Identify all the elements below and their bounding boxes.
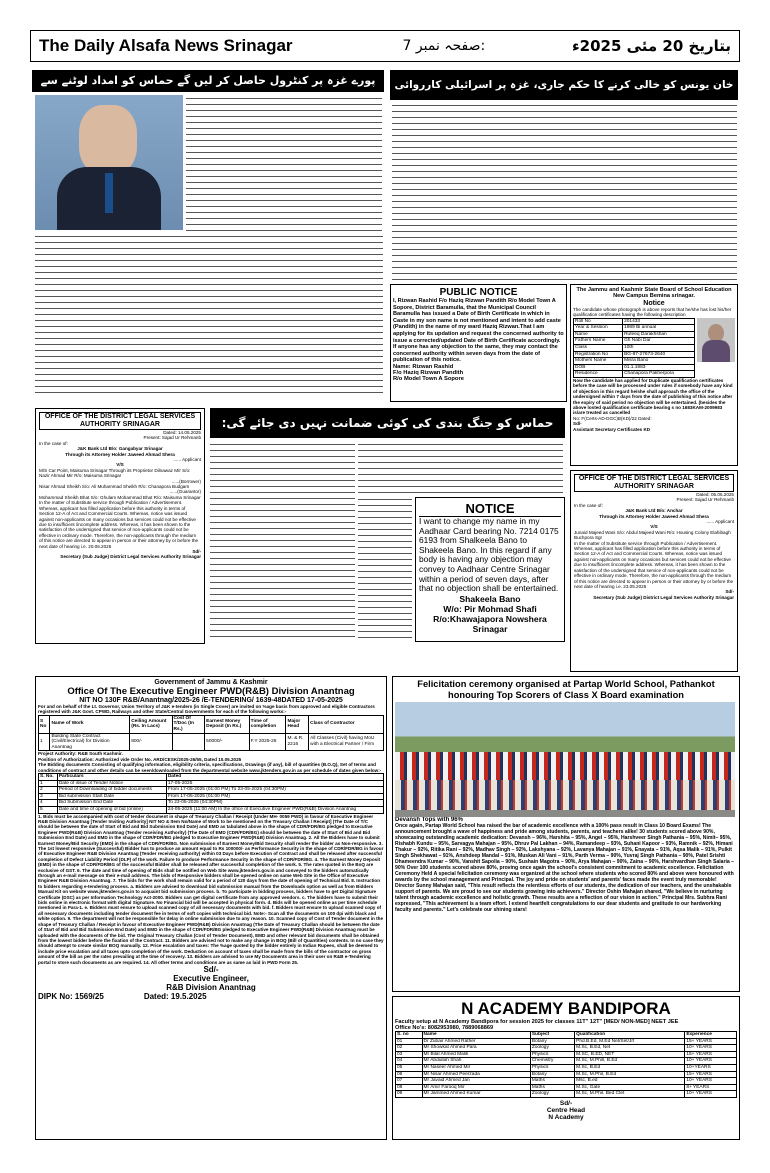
table-row <box>39 806 384 813</box>
urdu-headline-1: پورے غزہ پر کنٹرول حاصل کر لیں گے حماس کو امداد لوٹنے سے بنیتن <box>32 70 384 92</box>
field-label: Fathers Name <box>574 338 623 345</box>
jk-board-sig: Sd/- <box>573 421 582 427</box>
candidate-photo <box>697 318 735 362</box>
table-cell: Zoology <box>530 1091 574 1098</box>
field-value: Chanapora Pakherpora <box>623 371 695 378</box>
field-label: Roll No <box>574 318 623 325</box>
table-row <box>39 780 384 787</box>
dlsa-2-dated: Dated: 05.05.2025 <box>696 492 734 497</box>
table-cell: M. & R. 2216 <box>286 733 309 751</box>
dlsa-2-title: OFFICE OF THE DISTRICT LEGAL SERVICES AUTHORITY SRINAGAR <box>574 474 734 492</box>
urdu-text-block <box>392 103 737 281</box>
tender-sig: Sd/- <box>203 964 219 974</box>
field-label: Class <box>574 345 623 352</box>
table-cell: Msc, B.ed <box>575 1078 685 1085</box>
table-cell: Date of issue of Tender Notice <box>57 780 166 787</box>
issue-date: بتاریخ 20 مئی 2025ء <box>571 37 731 55</box>
name-change-name: Shakeela Bano <box>459 593 521 604</box>
table-row <box>396 1064 737 1071</box>
table-cell: 04 <box>396 1058 423 1065</box>
tender-notice <box>35 676 387 1140</box>
netanyahu-photo <box>35 95 183 230</box>
dlsa-1-dated: Dated: 14.05.2025 <box>163 430 201 435</box>
felicitation-body: Once again, Partap World School has raised the bar of academic excellence with a 100% pass result in Class 10 Board Exams! The announcement brought a wave of happiness and pride among students, parents, and teachers alike! 30 students scored above 90%, showcasing outstanding academic dedication: Devansh – 96%, Harshita – 95%, Angel – 95%, Harshveer Singh Pathania – 95%, Nimit– 95%, Rishabh Kundu – 95%, Sarvagya Mahajan – 95%, Dhruv Pal Lakhan – 94%, Ramandeep – 93%, Suhani Kapoor – 93%, Ramnik – 92%, Himani Thakur – 92%, Ritika Rani – 92%, Madhav Singh – 92%, Lakshyana – 92%, Lavanya Mahajan – 91%, Enayata – 91%, Aqsa Malik – 91%, Pulkit Singh Shekhawat – 91%, Anshdeep Mandal – 91%, Muskan Ali Vani – 91%, Parth Verma – 90%, Yuvraj Singh Pathania – 90%, Patel Srishti Dhameendra Kumar – 90%, Vanshit Sapolia – 90%, Sushain Magotra – 90%, Arya Mahajan – 90%, Zaina – 90%, Harshvardhan Singh Salaria – 90% Over 100 students scored above 80%, proving once again the school's consistent commitment to academic excellence. Felicitation Ceremony Held A special felicitation ceremony was organized at the school where students who scored 80% and above were honoured with awards by the school management and Principal. The joy and pride on students' and parents' faces made the event truly memorable! Director Sunny Mahajan said, "This result reflects the relentless efforts of our students, the dedication of our teachers, and the unshakable support of parents. We are proud to see our students growing into achievers." Director Oshin Mahajan shared, "We believe in nurturing talent through academic excellence and holistic growth. These results are a reflection of our vision in action." Principal Mrs. Subhra Rani expressed, "This achievement is a team effort. I extend heartfelt congratulations to our dear students and gratitude to our hardworking faculty and parents." Let's celebrate our shining stars! <box>395 823 734 913</box>
felicitation-article <box>392 676 740 992</box>
dlsa-1-party-1: M/S Car Point, Maisuma Srinagar Through its Proprietor Dilnawaz M/r S/o: Nazir Ahmad Mir R/o: Maisuma Srinagar <box>39 467 191 479</box>
field-value: BG-87-27673-2640 <box>623 351 695 358</box>
table-cell: 800/- <box>130 733 172 751</box>
table-row <box>574 331 695 338</box>
column-header: Experience <box>685 1032 737 1039</box>
tender-bidding: The Bidding documents Consisting of qualifying information, eligibility criteria, specifications, Drawings (if any), bill of quantities (B.O.Q), Set of terms and conditions of contract and other details can be seen/downloaded from the departmental website www.jktenders.gov.in as per schedule of dates given below:- <box>38 762 382 773</box>
table-row <box>574 345 695 352</box>
table-cell: 01 <box>396 1038 423 1045</box>
public-notice-title: PUBLIC NOTICE <box>439 287 518 298</box>
dlsa-1-bank: J&K Bank Ltd B/o: Gangabyar Srinagar <box>77 446 163 452</box>
dlsa-notice-2 <box>570 470 738 672</box>
field-label: Name <box>574 331 623 338</box>
field-value: Gh Nabi Dar <box>623 338 695 345</box>
table-row <box>574 351 695 358</box>
table-cell: 3 <box>39 793 58 800</box>
table-cell: 17-05-2025 <box>166 780 383 787</box>
dlsa-1-sig: Sd/- <box>192 548 201 554</box>
dlsa-1-applicant: ...... Applicant <box>173 457 201 463</box>
table-cell: Building State Contract (Civil/Electrical) for Division Anantnag <box>50 733 130 751</box>
academy-title: N ACADEMY BANDIPORA <box>461 999 671 1018</box>
public-notice-ro: R/o Model Town A Sopore <box>393 375 464 382</box>
urdu-headline-3: حماس کو جنگ بندی کی کوئی ضمانت نہیں دی جائے گی: <box>210 408 565 438</box>
table-cell: 8+ YEARS <box>685 1084 737 1091</box>
dlsa-1-title: OFFICE OF THE DISTRICT LEGAL SERVICES AUTHORITY SRINAGAR <box>39 412 201 430</box>
table-cell: M.Sc, M.Phil. Bed Ctet <box>575 1091 685 1098</box>
table-cell: 10+ YEARS <box>685 1045 737 1052</box>
table-cell: Mr Jammed Ahmed Kumar <box>422 1091 530 1098</box>
table-row <box>39 800 384 807</box>
dlsa-2-through: Through its Attorney Holder Jaweed Ahmad Shera <box>599 513 709 519</box>
academy-faculty-table <box>395 1031 737 1098</box>
jk-board-notice <box>570 284 738 466</box>
table-row <box>396 1091 737 1098</box>
table-cell: Physics <box>530 1064 574 1071</box>
dlsa-1-party-2-role: ......(Guarantor) <box>169 489 201 495</box>
table-cell: 10+ YEARS <box>685 1058 737 1065</box>
dlsa-2-desig: Secretary (Sub Judge) District Legal Services Authority Srinagar <box>593 594 734 600</box>
field-label: Residence <box>574 371 623 378</box>
tender-gov: Government of Jammu & Kashmir <box>154 679 268 686</box>
table-cell: 08 <box>396 1084 423 1091</box>
table-cell: 1 <box>39 780 58 787</box>
table-cell: Zoology <box>530 1045 574 1052</box>
tender-position: Position of Authorization: Authorized vide Order No. ARD/CESK/2025-26/55, Dated 10.05.2025 <box>38 756 242 762</box>
tender-desig-2: R&B Division Anantnag <box>166 982 256 992</box>
table-cell: 24-05-2025 (11:00 AM) In the office of Executive Engineer PWD(R&B) Division Anantnag <box>166 806 383 813</box>
table-cell: Dr Zubair Ahmed Rather <box>422 1038 530 1045</box>
column-header: Name of Work <box>50 715 130 733</box>
field-label: DOB <box>574 364 623 371</box>
table-row <box>396 1051 737 1058</box>
column-header: S. No. <box>39 774 58 781</box>
dlsa-1-vs: V/S <box>116 462 124 468</box>
urdu-text-block <box>35 234 383 396</box>
dlsa-1-body: In the matter of Substitute service through Publication / Advertisement. Whereas, applicant has filled application before this authority in terms of Section 12-A of Act and Commercial Courts. Whereas, notice was issued against non-applicants on many occasions but services could not be effective due to insufficient /incomplete address. Whereas, it has been shown to the satisfaction of the undersigned that service of non-applicants could not be effective in ordinary mode. Therefore, the non-applicants through the medium of this notice are directed to appear in person or their attorney by or before the next date of hearing i.e. 20.06.2025 <box>39 500 199 549</box>
table-cell: 10+ YEARS <box>685 1091 737 1098</box>
table-cell <box>172 733 205 751</box>
dlsa-1-party-3: Mohammad Sheikh Bhat S/o: Ghulam Mohammad Bhat R/o: Maisuma Srinagar <box>39 494 201 500</box>
academy-sig: Sd/- <box>559 1099 573 1107</box>
dlsa-2-vs: V/S <box>650 524 658 530</box>
dlsa-2-case: In the case of: <box>574 502 603 508</box>
table-cell: To 23-05-2025 (04:30PM) <box>166 800 383 807</box>
table-cell: 15+ YEARS <box>685 1051 737 1058</box>
table-cell: Chemistry <box>530 1058 574 1065</box>
table-cell: M.Sc, M.Phill, B.Ed <box>575 1058 685 1065</box>
column-header: Major Head <box>286 715 309 733</box>
column-header: S. no <box>396 1032 423 1039</box>
field-value: 01.1.1983 <box>623 364 695 371</box>
tender-dated: Dated: 19.5.2025 <box>143 991 207 1001</box>
dlsa-2-present: Present: Sajad Ur Rehmanb <box>676 497 734 503</box>
urdu-text-block <box>186 96 382 231</box>
table-cell: 02 <box>396 1045 423 1052</box>
field-value: Rufeeq Darakhshan <box>623 331 695 338</box>
tender-works-table <box>38 715 384 752</box>
urdu-text-block <box>358 442 563 494</box>
table-cell: F.Y 2025-26 <box>249 733 286 751</box>
jk-board-body: Now the candidate has applied for Duplicate qualification certificates before the case will be processed under rules if somebody have any kind of objection in this regard he/she shall approach the office of the undersigned within 7 days from the date of publishing of this notice after the expiry of said period no objection will be entertained. (besides the above losted qualification certificate bearing s no 1683KAM-2009983 is/are treated as cancelled <box>573 377 733 416</box>
tender-project: Project Authority: R&B South Kashmir. <box>38 751 123 757</box>
column-header: Ceiling Amount (Rs. In Lacs) <box>130 715 172 733</box>
table-cell: 06 <box>396 1071 423 1078</box>
table-cell: 07 <box>396 1078 423 1085</box>
jk-board-notice-heading: Notice <box>643 299 665 307</box>
table-row <box>574 318 695 325</box>
table-row <box>574 338 695 345</box>
table-row <box>396 1078 737 1085</box>
field-value: 10th <box>623 345 695 352</box>
table-cell: 50000/- <box>205 733 250 751</box>
urdu-text-block <box>210 442 355 642</box>
tender-desig-1: Executive Engineer, <box>173 973 249 983</box>
name-change-wo: W/o: Pir Mohmad Shafi <box>443 603 537 614</box>
academy-intro: Faculty setup at N Academy Bandipora for session 2025 for classes 11T" 12T" [MED/ NON-MED] NEET JEE <box>395 1019 679 1025</box>
table-row <box>574 371 695 378</box>
dlsa-1-case: In the case of: <box>39 440 68 446</box>
table-row <box>39 733 384 751</box>
table-cell: 10+ YEARS <box>685 1078 737 1085</box>
urdu-headline-2: خان یونس کو خالی کرنے کا حکم جاری، غزہ پر اسرائیلی کارروائی <box>390 70 738 100</box>
column-header: Dated <box>166 774 383 781</box>
table-cell: M.Sc, B.Ed, Net <box>575 1045 685 1052</box>
field-label: Year & Session <box>574 325 623 332</box>
academy-desig-1: Centre Head <box>546 1106 586 1114</box>
name-change-ro: R/o:Khawajapora Nowshera Srinagar <box>433 613 547 634</box>
table-cell: Mr Bilal Ahmed Malik <box>422 1051 530 1058</box>
table-cell: Botany <box>530 1038 574 1045</box>
table-row <box>574 364 695 371</box>
table-cell: Mr Naseer Ahmed Mir <box>422 1064 530 1071</box>
newspaper-title: The Daily Alsafa News Srinagar <box>39 36 293 55</box>
table-row <box>39 793 384 800</box>
column-header: Qualification <box>575 1032 685 1039</box>
table-row <box>396 1038 737 1045</box>
table-cell: Mr Abdullah Shah <box>422 1058 530 1065</box>
public-notice-body: I, Rizwan Rashid F/o Haziq Rizwan Pandith R/o Model Town A Sopore, District Baramulla, that the Municipal Council Baramulla has issued a Date of Birth Certificate in which in Caste in my son name is not mentioned and intent to add caste (Pandith) in the name of my ward Haziq Rizwan.That I am applying for its updation and request the concerned authority to issue a corrected/updated Date of Birth Certificate accordingly. If anyone has any objection to the same, they may contact the concerned authority within seven days from the date of publication of this notice. <box>393 298 564 364</box>
table-cell: Bid Submission End Date <box>57 800 166 807</box>
table-cell: 05 <box>396 1064 423 1071</box>
dlsa-1-party-1-role: ......(Borrower) <box>171 478 201 484</box>
column-header: S No <box>39 715 50 733</box>
table-cell: 1 <box>39 733 50 751</box>
academy-desig-2: N Academy <box>548 1113 584 1121</box>
table-row <box>574 325 695 332</box>
jk-board-title: The Jammu and Kashmir State Board of School Education New Campus Bemina srinagar. <box>576 287 732 300</box>
table-cell: Maths <box>530 1078 574 1085</box>
table-cell: 09 <box>396 1091 423 1098</box>
urdu-text-block <box>358 497 412 642</box>
tender-nit: NIT NO 130F R&B/Anantnag/2025-26 /E-TENDERING/ 1639-48DATED 17-05-2025 <box>79 697 343 704</box>
jk-board-desig: Assistant Secretary Certificates KD <box>573 426 651 432</box>
dlsa-1-party-2: Nisar Ahmad Sheikh S/o: Ali Muhammad Sheikh R/o: Chanapora Budgam <box>39 484 190 490</box>
table-cell: Date and time of opening of bid (online) <box>57 806 166 813</box>
tender-schedule-table <box>38 773 384 814</box>
table-cell: Mr Nisar Ahmed Peerzada <box>422 1071 530 1078</box>
table-row <box>574 358 695 365</box>
table-cell: M.Sc, B.Ed <box>575 1064 685 1071</box>
academy-ad <box>392 996 740 1140</box>
table-row <box>39 787 384 794</box>
table-cell: M.SC, B.ED, NET <box>575 1051 685 1058</box>
dlsa-notice-1 <box>35 408 205 644</box>
column-header: Earnest Money Deposit (In Rs.) <box>205 715 250 733</box>
table-row <box>396 1084 737 1091</box>
column-header: Time of completion <box>249 715 286 733</box>
field-value: 1989 Bi annual <box>623 325 695 332</box>
field-label: Registration No <box>574 351 623 358</box>
column-header: Particulars <box>57 774 166 781</box>
dlsa-1-present: Present: Sajad Ur Rehmanb <box>143 435 201 441</box>
dlsa-2-sig: Sd/- <box>725 589 734 595</box>
field-value: 201433 <box>623 318 695 325</box>
name-change-title: NOTICE <box>419 501 561 517</box>
academy-office: Office No's: 8082953980, 7889068869 <box>395 1025 494 1031</box>
table-cell: 03 <box>396 1051 423 1058</box>
table-cell: Mr Amir Farooq Mir <box>422 1084 530 1091</box>
page-number: صفحہ نمبر 7: <box>402 38 486 54</box>
table-cell: 15+ YEARS <box>685 1071 737 1078</box>
name-change-notice <box>415 497 565 642</box>
table-cell: All Classes (Civil) having MoU with a Electrical Partner / Firm <box>309 733 384 751</box>
table-cell: Maths <box>530 1084 574 1091</box>
table-row <box>396 1058 737 1065</box>
dlsa-1-through: Through its Attorney Holder Jaweed Ahmad Shera <box>65 451 175 457</box>
field-label: Mothers Name <box>574 358 623 365</box>
table-cell: 10+YEARS <box>685 1064 737 1071</box>
table-row <box>396 1045 737 1052</box>
dlsa-2-bank: J&K Bank Ltd B/o: Anchar <box>625 508 683 514</box>
table-cell: Phd.B.Ed, M.Ed Net/Set/Jrf <box>575 1038 685 1045</box>
tender-terms: 1. Bids must be accompanied with cost of tender document in shape of Treasury Challan / Receipt (Under MH- 0059 PWD) in favour of Executive Engineer R&B Division Anantnag [Tender Inviting Authority] NIT NO & Item No/Name of Work to be mentioned on the Treasury Challan / Receipt] (The Date of T/C should be between the date of Start of Bid and Bid Submission End Date) and EMD as tabulated above in the shape of CDR/FDR/BG pledged to Executive Engineer PWD(R&B) Division Anantnag (Tender receiving Authority) (The Date of EMD (CDR/FDR/BG) should be between the date of Start of Bid and Bid Submission End Date) and EMD in the shape of CDR/FDR/BG pledged to Executive Engineer PWD(R&B) Division Anantnag. 2. All the Bidders have to submit Earnest Money/Bid Security (EMD) in the shape of CDR/FDR/BG. Non submission of Earnest Money/Bid Security shall render the bidder as Non-responsive. 3. The 1st lowest responsive (Successful) Bidder has to produce an amount equal to Rs 100000/- as Performance Security in the shape of CDR/FDR/BG in favour of Executive Engineer R&B Division Anantnag (Tender receiving authority) within 03 Days before Execution of Contract and shall be released after successful completion of Defect Liability Period (DLP) of the work. Failure to produce Performance Security in the shape of CDR/FDR/BG. 4. The Earnest Money Deposit (EMD) in the shape of CDR/FDR/BG of the successful Bidder shall be released after successful completion of the work. 5. The rates quoted in the BoQ are exclusive of GST. 6. The date and time of opening of Bids shall be notified on Web Site www.jktenders.gov.in and conveyed to the bidders automatically through an e-mail message on their e-mail address. The bids of Responsive bidders shall be opened online on same Web Site in the Office of Executive Engineer R&B Division Anantnag. 7. The bids for the work shall remain valid for a period of 120 days from the date of opening of Technical Bid. 8. Instruction to bidders regarding e-tendering process. a. Bidders are advised to download bid submission manual from the Downloads option as well as from Bidders Manual Kit on website www.jktenders.gov.in to acquaint bid submission process. b. To participate in bidding process, bidders have to get Digital Signature Certificate (DSC) as per Information Technology Act-2000. Bidders can get digital certificate from any approved vendors. c. The bidders have to submit their bids online in electronic format with digital Signature. No Financial bid will be accepted in physical form. d. Bids will be opened online as per time schedule mentioned in Para-1. e. Bidders must ensure to upload scanned copy of all necessary documents with bid. f. Bidders must ensure to upload scanned copy of all necessary documents including tender document fee in terms of soft copies with technical bid. Note:- Scan all the documents on 100 dpi with black and white option. 9. The department will not be responsible for delay in online submission due to any reason. 10. Scanned copy of Cost of Tender document in the shape of Treasury Challan / Receipt in favour of Executive Engineer PWD(R&B) Division Anantnag (The Date of Treasury Challan should be between the date of Start of Bid and Bid Submission End Date) and EMD in the shape of CDR/FDR/BG pledged to Executive Engineer PWD(R&B) Division Anantnag must be uploaded with the documents of the bid. The Original Treasury Challan (Cost of Tender Document), EMD and other relevant bid documents shall be obtained from the lowest bidder before the fixation of the Contract. 11. Bidders are advised not to make any change in BOQ (Bill of Quantities) contents. In no case they should attempt to create similar BOQ manually. 12. Price escalation and taxes: The %age quoted by the bidder entirely in Indian Rupees, shall be deemed to include price escalation and all taxes upto completion of the work. Deduction on account of taxes shall be made from the bills of the contractor on gross amount of the bill as per the rates prevailing at the time of recovery. 13. Bidders are advised to use My Documents area in their user on R&B e-Tendering portal to store such documents as are required. 14. All other terms and conditions are as same as laid in PWD Form 25. <box>38 813 384 965</box>
jk-board-table <box>573 318 695 378</box>
column-header: Name <box>422 1032 530 1039</box>
table-cell: From 17-05-2025 (01:00 PM) To 23-05-2025 (04:30PM) <box>166 787 383 794</box>
table-cell: 4 <box>39 800 58 807</box>
table-cell: M.Sc, Gate <box>575 1084 685 1091</box>
public-notice <box>390 284 567 402</box>
table-row <box>396 1071 737 1078</box>
dlsa-2-body: In the matter of Substitute service through Publication / Advertisement. Whereas, applicant has filled application before this authority in terms of Section 12-A of Act and Commercial Courts. Whereas, notice was issued against non-applicants on many occasions but services could not be effective due to insufficient /incomplete address. Whereas, it has been shown to the satisfaction of the undersigned that service of non-applicants could not be effective in ordinary mode. Therefore, the non-applicants through the medium of this notice are directed to appear in person or their attorney by or before the next date of hearing i.e. 23.05.2025 <box>574 540 734 589</box>
dlsa-1-desig: Secretary (Sub Judge) District Legal Services Authority Srinagar <box>60 554 201 560</box>
public-notice-name: Name: Rizwan Rashid <box>393 363 454 370</box>
table-cell: Mr Javaid Ahmed Jan <box>422 1078 530 1085</box>
dlsa-2-party-1: Junaid Majeed Wani S/o: Abdul Majeed Wani R/o: Housing Colony Elahibagh Buchpora Sgr <box>574 529 731 541</box>
table-cell: Botany <box>530 1071 574 1078</box>
tender-dipk: DIPK No: 1569/25 <box>38 991 104 1001</box>
table-cell: Mr Showkat Ahmed Para <box>422 1045 530 1052</box>
column-header: Class of Contractor <box>309 715 384 733</box>
jk-board-ref: No: F(Certs-AD-DGC)B(KD)/22 Dated: <box>573 415 652 421</box>
tender-office: Office Of The Executive Engineer PWD(R&B) Division Anantnag <box>67 686 355 697</box>
field-value: Misra Bano <box>623 358 695 365</box>
masthead <box>30 30 740 62</box>
table-cell: 15+ YEARS <box>685 1038 737 1045</box>
table-cell: From 17-05-2025 (01:00 PM) <box>166 793 383 800</box>
dlsa-2-applicant: ...... Applicant <box>706 519 734 525</box>
name-change-body: I want to change my name in my Aadhaar Card bearing No. 7214 0175 6193 from Shalkeela Bano to Shakeela Bano. In this regard if any body is having any objection may convey to Aadhaar Centre Srinagar within a period of seven days, after that no objection shall be entertained. <box>419 516 559 594</box>
felicitation-title: Felicitation ceremony organised at Partap World School, Pathankot honouring Top Scorers of Class X Board examination <box>417 679 715 700</box>
table-cell: M.Sc, M.Phil, B.Ed <box>575 1071 685 1078</box>
column-header: Cost Of T/Doc (In Rs.) <box>172 715 205 733</box>
table-cell: Period of Downloading of bidder documents <box>57 787 166 794</box>
felicitation-caption: Devansh Tops with 96% <box>395 817 463 823</box>
jk-board-intro: The candidate whose photograph is above reports that he/she has lost his/her qualification certificates having the following description <box>573 306 732 318</box>
group-photo <box>395 702 735 817</box>
table-cell: 2 <box>39 787 58 794</box>
tender-intro: For and on behalf of the Lt. Governor, Union Territory of J&K e-tenders (in Single Cover) are invited on %age basis from approved and eligible Contractors registered with J&K Govt. CPWD, Railways and other State/Central Governments for each of the following works:- <box>38 704 375 715</box>
table-cell: 5 <box>39 806 58 813</box>
public-notice-fo: F/o Haziq Rizwan Pandith <box>393 369 464 376</box>
table-cell: Physics <box>530 1051 574 1058</box>
column-header: Subject <box>530 1032 574 1039</box>
table-cell: Bid submission Start Date <box>57 793 166 800</box>
